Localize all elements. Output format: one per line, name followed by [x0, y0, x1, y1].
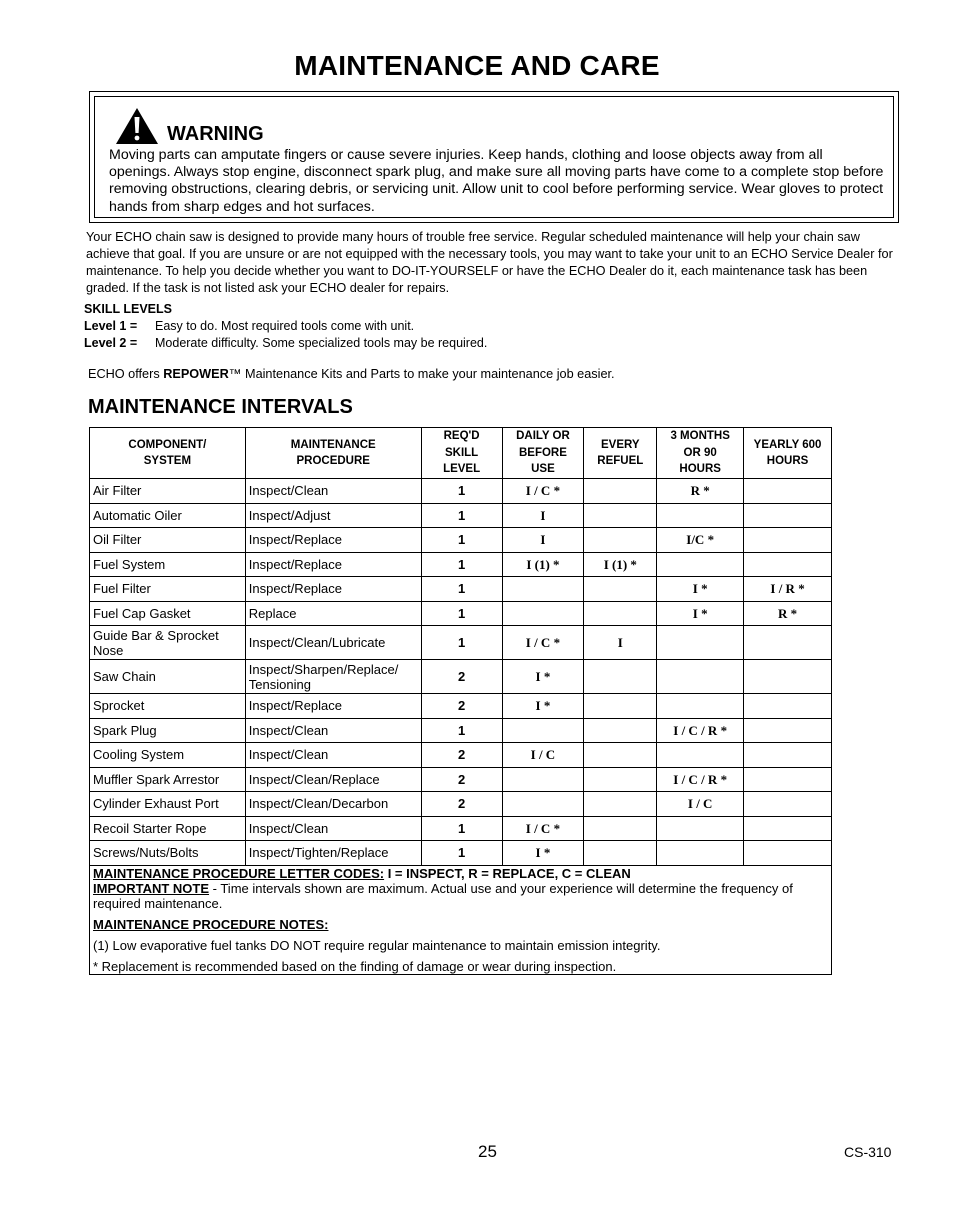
skill-level-cell: 1 — [421, 841, 502, 866]
yearly-cell — [744, 552, 832, 577]
procedure-notes-label: MAINTENANCE PROCEDURE NOTES: — [93, 916, 329, 932]
page-number: 25 — [478, 1142, 497, 1161]
yearly-cell — [744, 660, 832, 694]
important-note-text: - Time intervals shown are maximum. Actual use and your experience will determine the frequency of required maintenance. — [93, 880, 793, 911]
component-cell: Cylinder Exhaust Port — [90, 792, 246, 817]
repower-note — [88, 367, 615, 381]
three-months-cell: I / C / R * — [657, 767, 744, 792]
daily-cell: I / C * — [502, 479, 584, 504]
table-row — [90, 626, 832, 660]
table-row — [90, 767, 832, 792]
warning-title: WARNING — [167, 123, 264, 145]
skill-level-cell: 1 — [421, 552, 502, 577]
daily-cell — [502, 767, 584, 792]
skill-level-1 — [84, 319, 414, 333]
skill-level-cell: 1 — [421, 479, 502, 504]
maintenance-table — [89, 427, 832, 975]
skill-level-cell: 1 — [421, 626, 502, 660]
header-daily: DAILY OR BEFORE USE — [502, 428, 584, 479]
procedure-cell: Inspect/Clean — [245, 816, 421, 841]
procedure-cell: Inspect/Clean/Decarbon — [245, 792, 421, 817]
three-months-cell: I / C / R * — [657, 718, 744, 743]
component-cell: Automatic Oiler — [90, 503, 246, 528]
procedure-cell: Inspect/Clean — [245, 743, 421, 768]
skill-level-1-text: Easy to do. Most required tools come with unit. — [155, 319, 415, 333]
yearly-cell — [744, 503, 832, 528]
yearly-cell — [744, 743, 832, 768]
repower-brand: REPOWER — [163, 367, 229, 381]
table-row — [90, 718, 832, 743]
three-months-cell: I * — [657, 601, 744, 626]
three-months-cell — [657, 694, 744, 719]
table-row — [90, 841, 832, 866]
skill-level-cell: 1 — [421, 503, 502, 528]
component-cell: Guide Bar & Sprocket Nose — [90, 626, 246, 660]
intro-paragraph: Your ECHO chain saw is designed to provide many hours of trouble free service. Regular scheduled maintenance will help your chain saw achieve that goal. If you are unsure or are not equipped with the necessary tools, you may want to take your unit to an ECHO Service Dealer for maintenance. To help you decide whether you want to DO-IT-YOURSELF or have the ECHO Dealer do it, each maintenance task has been graded. If the task is not listed ask your ECHO dealer for repairs. — [86, 230, 893, 295]
warning-box — [89, 91, 899, 223]
important-note-label: IMPORTANT NOTE — [93, 880, 210, 896]
procedure-cell: Inspect/Clean — [245, 479, 421, 504]
three-months-cell: I/C * — [657, 528, 744, 553]
component-cell: Saw Chain — [90, 660, 246, 694]
component-cell: Fuel Filter — [90, 577, 246, 602]
yearly-cell: I / R * — [744, 577, 832, 602]
skill-level-2-text: Moderate difficulty. Some specialized tools may be required. — [155, 336, 488, 350]
refuel-cell — [584, 792, 657, 817]
repower-prefix: ECHO offers — [88, 367, 164, 381]
table-row — [90, 601, 832, 626]
warning-triangle-icon — [115, 107, 159, 145]
skill-level-cell: 2 — [421, 660, 502, 694]
header-yearly: YEARLY 600 HOURS — [744, 428, 832, 479]
procedure-cell: Inspect/Sharpen/Replace/ Tensioning — [245, 660, 421, 694]
skill-level-2 — [84, 336, 487, 350]
component-cell: Muffler Spark Arrestor — [90, 767, 246, 792]
important-note — [93, 881, 828, 911]
component-cell: Fuel System — [90, 552, 246, 577]
refuel-cell — [584, 660, 657, 694]
refuel-cell — [584, 718, 657, 743]
letter-codes-line — [93, 866, 828, 881]
component-cell: Recoil Starter Rope — [90, 816, 246, 841]
table-row — [90, 479, 832, 504]
table-row — [90, 503, 832, 528]
skill-level-cell: 2 — [421, 767, 502, 792]
procedure-cell: Inspect/Replace — [245, 552, 421, 577]
component-cell: Air Filter — [90, 479, 246, 504]
three-months-cell: R * — [657, 479, 744, 504]
yearly-cell — [744, 626, 832, 660]
three-months-cell — [657, 660, 744, 694]
yearly-cell — [744, 841, 832, 866]
yearly-cell — [744, 528, 832, 553]
table-row — [90, 577, 832, 602]
document-id: CS-310 — [844, 1144, 892, 1160]
skill-level-cell: 1 — [421, 718, 502, 743]
procedure-cell: Inspect/Clean — [245, 718, 421, 743]
skill-level-cell: 2 — [421, 792, 502, 817]
table-row — [90, 528, 832, 553]
refuel-cell — [584, 767, 657, 792]
header-procedure: MAINTENANCE PROCEDURE — [245, 428, 421, 479]
refuel-cell: I — [584, 626, 657, 660]
three-months-cell: I * — [657, 577, 744, 602]
page-title: MAINTENANCE AND CARE — [294, 50, 660, 81]
daily-cell — [502, 577, 584, 602]
daily-cell: I * — [502, 660, 584, 694]
skill-level-cell: 2 — [421, 743, 502, 768]
header-refuel: EVERY REFUEL — [584, 428, 657, 479]
daily-cell: I * — [502, 694, 584, 719]
component-cell: Sprocket — [90, 694, 246, 719]
yearly-cell — [744, 718, 832, 743]
daily-cell — [502, 601, 584, 626]
daily-cell: I (1) * — [502, 552, 584, 577]
header-3-months: 3 MONTHS OR 90 HOURS — [657, 428, 744, 479]
warning-text: Moving parts can amputate fingers or cause severe injuries. Keep hands, clothing and loose objects away from all openings. Always stop engine, disconnect spark plug, and make sure all moving parts have come to a complete stop before removing obstructions, clearing debris, or servicing unit. Allow unit to cool before performing service. Wear gloves to protect hands from sharp edges and hot surfaces. — [109, 147, 884, 215]
component-cell: Screws/Nuts/Bolts — [90, 841, 246, 866]
table-row — [90, 694, 832, 719]
yearly-cell — [744, 479, 832, 504]
refuel-cell — [584, 743, 657, 768]
table-row — [90, 552, 832, 577]
refuel-cell — [584, 577, 657, 602]
letter-codes-label: MAINTENANCE PROCEDURE LETTER CODES: — [93, 865, 385, 881]
three-months-cell — [657, 743, 744, 768]
yearly-cell — [744, 694, 832, 719]
three-months-cell — [657, 503, 744, 528]
daily-cell: I — [502, 503, 584, 528]
procedure-cell: Inspect/Adjust — [245, 503, 421, 528]
skill-level-cell: 1 — [421, 816, 502, 841]
procedure-cell: Inspect/Replace — [245, 694, 421, 719]
daily-cell — [502, 718, 584, 743]
three-months-cell — [657, 626, 744, 660]
note-2: * Replacement is recommended based on the finding of damage or wear during inspection. — [93, 958, 617, 974]
component-cell: Spark Plug — [90, 718, 246, 743]
daily-cell: I / C — [502, 743, 584, 768]
table-header-row — [90, 428, 832, 479]
daily-cell: I — [502, 528, 584, 553]
table-row — [90, 792, 832, 817]
procedure-notes-heading — [93, 917, 828, 932]
warning-box-inner — [94, 96, 894, 218]
yearly-cell: R * — [744, 601, 832, 626]
refuel-cell — [584, 528, 657, 553]
table-row — [90, 660, 832, 694]
table-row — [90, 816, 832, 841]
daily-cell: I * — [502, 841, 584, 866]
procedure-cell: Replace — [245, 601, 421, 626]
three-months-cell: I / C — [657, 792, 744, 817]
daily-cell — [502, 792, 584, 817]
skill-level-cell: 1 — [421, 577, 502, 602]
skill-level-2-label: Level 2 = — [84, 336, 138, 350]
procedure-cell: Inspect/Replace — [245, 577, 421, 602]
skill-levels-heading: SKILL LEVELS — [84, 302, 172, 316]
refuel-cell — [584, 503, 657, 528]
skill-level-1-label: Level 1 = — [84, 319, 138, 333]
yearly-cell — [744, 767, 832, 792]
refuel-cell — [584, 694, 657, 719]
three-months-cell — [657, 816, 744, 841]
skill-level-cell: 2 — [421, 694, 502, 719]
refuel-cell — [584, 841, 657, 866]
yearly-cell — [744, 792, 832, 817]
refuel-cell: I (1) * — [584, 552, 657, 577]
header-component: COMPONENT/ SYSTEM — [90, 428, 246, 479]
daily-cell: I / C * — [502, 626, 584, 660]
three-months-cell — [657, 552, 744, 577]
notes-cell — [90, 865, 832, 974]
component-cell: Oil Filter — [90, 528, 246, 553]
notes-row — [90, 865, 832, 974]
procedure-cell: Inspect/Replace — [245, 528, 421, 553]
procedure-cell: Inspect/Clean/Replace — [245, 767, 421, 792]
yearly-cell — [744, 816, 832, 841]
refuel-cell — [584, 601, 657, 626]
table-row — [90, 743, 832, 768]
refuel-cell — [584, 816, 657, 841]
refuel-cell — [584, 479, 657, 504]
daily-cell: I / C * — [502, 816, 584, 841]
skill-level-cell: 1 — [421, 601, 502, 626]
procedure-cell: Inspect/Clean/Lubricate — [245, 626, 421, 660]
three-months-cell — [657, 841, 744, 866]
procedure-cell: Inspect/Tighten/Replace — [245, 841, 421, 866]
letter-codes-text: I = INSPECT, R = REPLACE, C = CLEAN — [384, 865, 631, 881]
intervals-heading: MAINTENANCE INTERVALS — [88, 396, 353, 418]
repower-suffix: ™ Maintenance Kits and Parts to make your maintenance job easier. — [228, 367, 615, 381]
header-skill-level: REQ'D SKILL LEVEL — [421, 428, 502, 479]
component-cell: Cooling System — [90, 743, 246, 768]
skill-level-cell: 1 — [421, 528, 502, 553]
component-cell: Fuel Cap Gasket — [90, 601, 246, 626]
note-1: (1) Low evaporative fuel tanks DO NOT require regular maintenance to maintain emission integrity. — [93, 937, 661, 953]
